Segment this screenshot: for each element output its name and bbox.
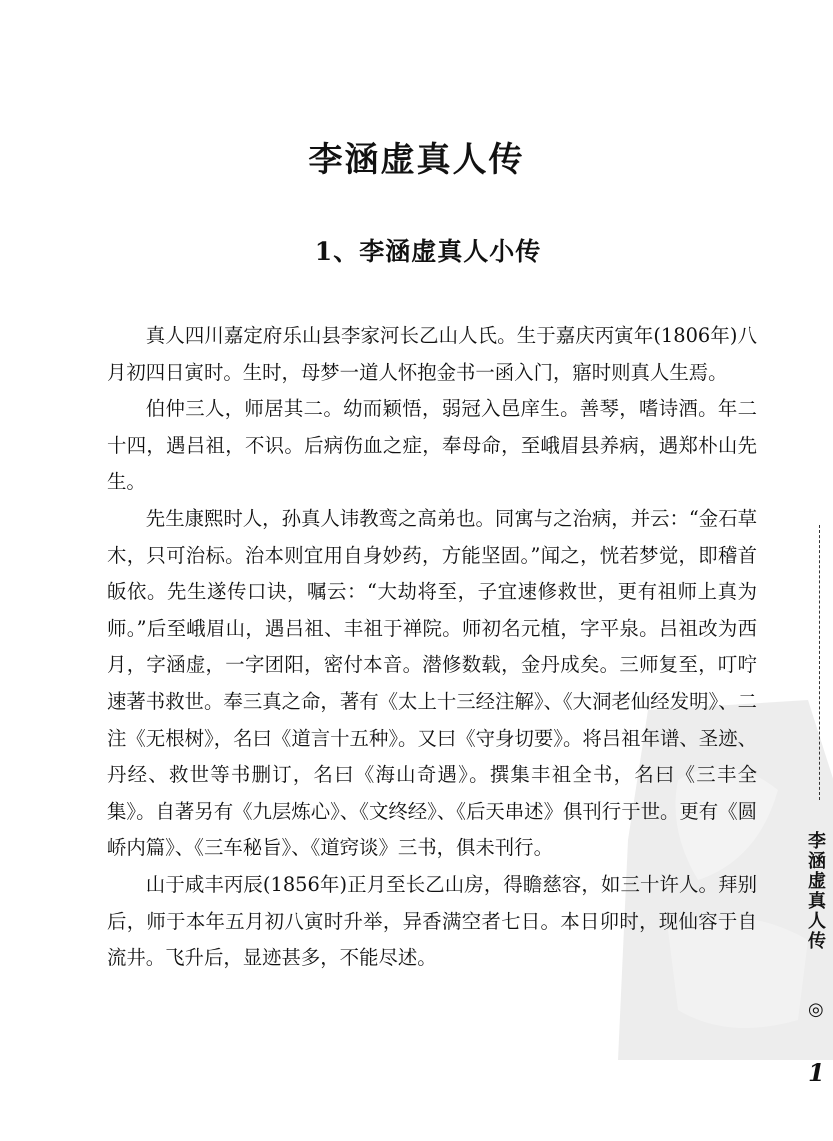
margin-dashed-rule (819, 525, 820, 800)
side-label-char: 李 (808, 831, 826, 852)
side-label-char: 涵 (808, 851, 826, 872)
side-label-char: 传 (808, 931, 826, 952)
side-label-char: 真 (808, 891, 826, 912)
paragraph: 伯仲三人，师居其二。幼而颖悟，弱冠入邑庠生。善琴，嗜诗酒。年二十四，遇吕祖，不识。后病伤血之症，奉母命，至峨眉县养病，遇郑朴山先生。 (107, 397, 757, 494)
paragraph: 先生康熙时人，孙真人讳教鸾之高弟也。同寓与之治病，并云：“金石草木，只可治标。治本则宜用自身妙药，方能坚固。”闻之，恍若梦觉，即稽首皈依。先生遂传口诀，嘱云：“大劫将至，子宜速修救世，更有祖师上真为师。”后至峨眉山，遇吕祖、丰祖于禅院。师初名元植，字平泉。吕祖改为西月，字涵虚，一字团阳，密付本音。潜修数载，金丹成矣。三师复至，叮咛速著书救世。奉三真之命，著有《太上十三经注解》、《大洞老仙经发明》、二注《无根树》，名曰《道言十五种》。又曰《守身切要》。将吕祖年谱、圣迹、丹经、救世等书删订，名曰《海山奇遇》。撰集丰祖全书，名曰《三丰全集》。自著另有《九层炼心》、《文终经》、《后天串述》俱刊行于世。更有《圆峤内篇》、《三车秘旨》、《道窍谈》三书，俱未刊行。 (107, 506, 757, 860)
running-section-label (805, 832, 829, 952)
side-label-char: 人 (808, 911, 826, 932)
side-label-char: 虚 (808, 871, 826, 892)
paragraph: 山于咸丰丙辰(1856年)正月至长乙山房，得瞻慈容，如三十许人。拜别后，师于本年五月初八寅时升举，异香满空者七日。本日卯时，现仙容于自流井。飞升后，显迹甚多，不能尽述。 (107, 872, 757, 970)
page-number: 1 (808, 1058, 825, 1087)
circle-mark-icon: ◎ (808, 999, 824, 1020)
paragraph: 真人四川嘉定府乐山县李家河长乙山人氏。生于嘉庆丙寅年(1806年)八月初四日寅时。生时，母梦一道人怀抱金书一函入门，寤时则真人生焉。 (107, 324, 757, 384)
body-text (107, 318, 757, 977)
page-title: 李涵虚真人传 (308, 140, 525, 180)
section-heading: 1、李涵虚真人小传 (314, 237, 542, 266)
